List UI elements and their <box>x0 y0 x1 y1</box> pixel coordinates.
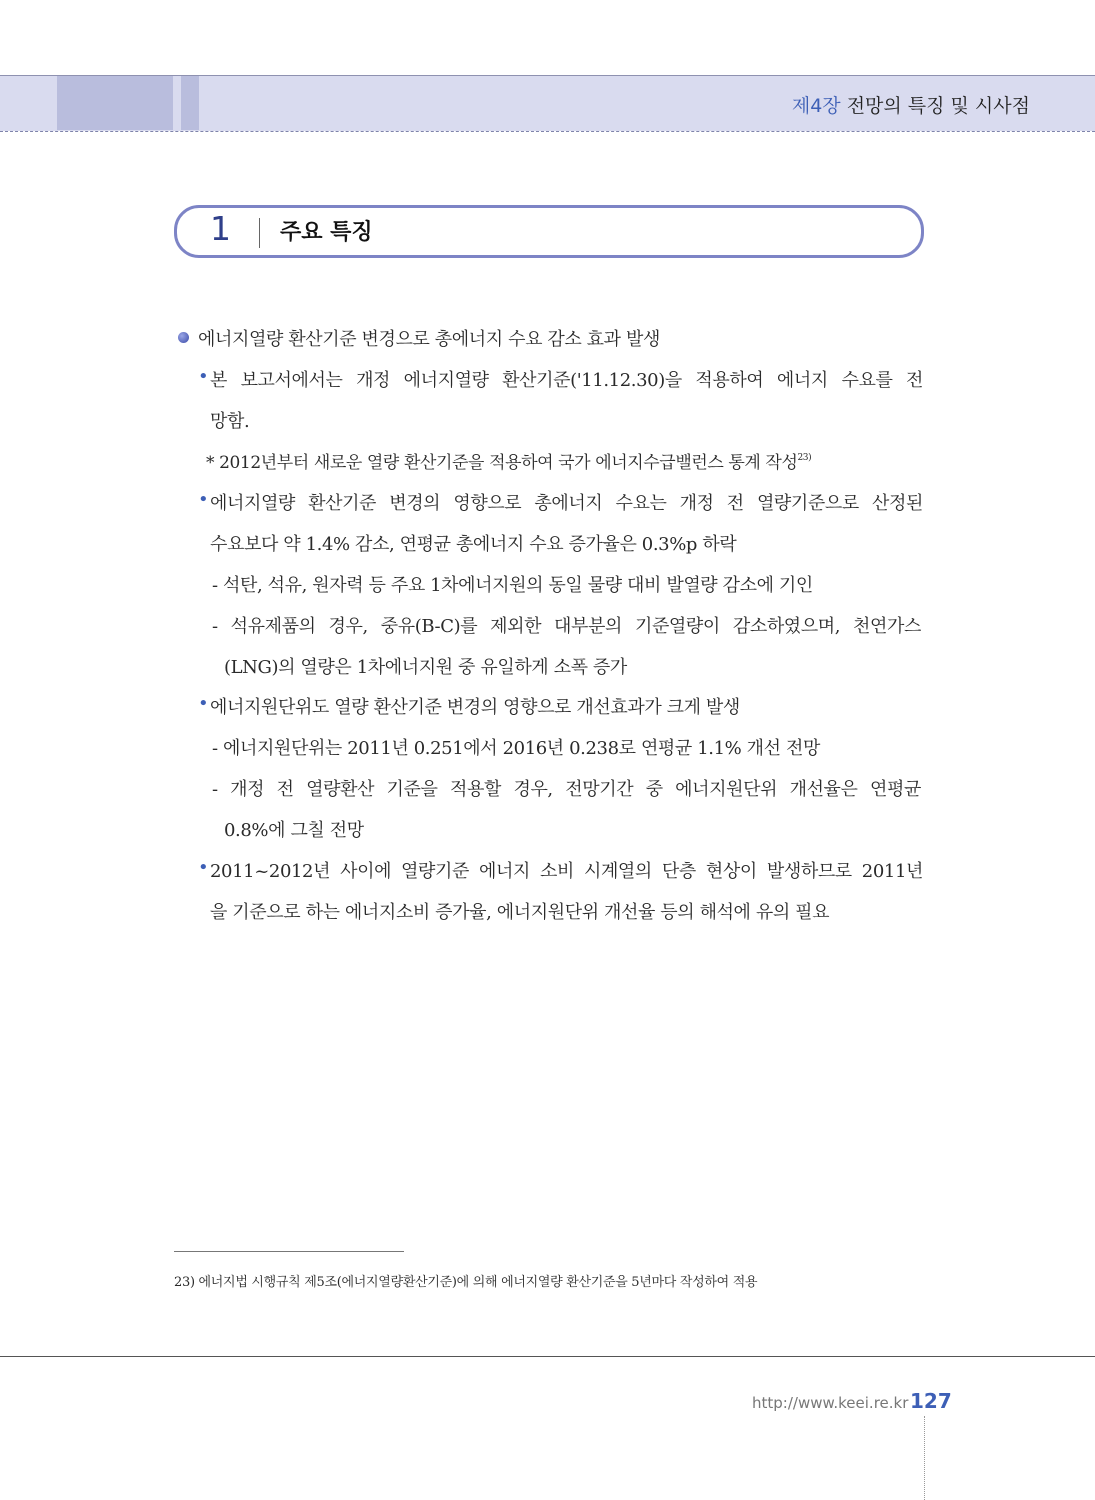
paragraph-line: 에너지원단위도 열량 환산기준 변경의 영향으로 개선효과가 크게 발생 <box>210 697 740 718</box>
dash-item: - 에너지원단위는 2011년 0.251에서 2016년 0.238로 연평균 1.1% 개선 전망 <box>212 738 820 759</box>
header-dashed-rule <box>0 131 1095 132</box>
bullet-dot-icon: • <box>198 366 209 387</box>
main-bullet-icon <box>178 332 189 343</box>
main-bullet-text: 에너지열량 환산기준 변경으로 총에너지 수요 감소 효과 발생 <box>198 329 660 350</box>
dash-item: - 석유제품의 경우, 중유(B-C)를 제외한 대부분의 기준열량이 감소하였으며, 천연가스 <box>212 616 921 637</box>
section-title: 주요 특징 <box>280 220 373 245</box>
section-divider <box>259 218 260 248</box>
header-accent-strip <box>181 76 199 130</box>
footnote-ref: 23) <box>797 453 812 463</box>
page-number: 127 <box>910 1389 952 1413</box>
note-line <box>206 448 811 473</box>
bullet-dot-icon: • <box>198 489 209 510</box>
running-header <box>792 91 1030 118</box>
dash-item: - 석탄, 석유, 원자력 등 주요 1차에너지원의 동일 물량 대비 발열량 감소에 기인 <box>212 575 813 596</box>
paragraph-line: 수요보다 약 1.4% 감소, 연평균 총에너지 수요 증가율은 0.3%p 하락 <box>210 534 737 555</box>
note-text: * 2012년부터 새로운 열량 환산기준을 적용하여 국가 에너지수급밸런스 통계 작성 <box>206 453 798 473</box>
chapter-title: 전망의 특징 및 시사점 <box>846 95 1030 117</box>
paragraph-line: 을 기준으로 하는 에너지소비 증가율, 에너지원단위 개선율 등의 해석에 유의 필요 <box>210 902 830 923</box>
footer-rule <box>0 1356 1095 1357</box>
section-number: 1 <box>210 209 231 248</box>
paragraph-line: 망함. <box>210 411 250 432</box>
dash-item: - 개정 전 열량환산 기준을 적용할 경우, 전망기간 중 에너지원단위 개선율은 연평균 <box>212 779 921 800</box>
paragraph-line: 2011~2012년 사이에 열량기준 에너지 소비 시계열의 단층 현상이 발생하므로 2011년 <box>210 861 923 882</box>
bullet-dot-icon: • <box>198 693 209 714</box>
footer-url: http://www.keei.re.kr <box>752 1394 909 1412</box>
footnote-rule <box>174 1251 404 1252</box>
paragraph-line: 본 보고서에서는 개정 에너지열량 환산기준('11.12.30)을 적용하여 에너지 수요를 전 <box>210 370 923 391</box>
footer-dotted-rule <box>924 1416 925 1500</box>
footnote-text: 23) 에너지법 시행규칙 제5조(에너지열량환산기준)에 의해 에너지열량 환산기준을 5년마다 작성하여 적용 <box>174 1275 758 1290</box>
chapter-label: 제4장 <box>791 95 841 117</box>
dash-item-cont: (LNG)의 열량은 1차에너지원 중 유일하게 소폭 증가 <box>224 657 627 678</box>
bullet-dot-icon: • <box>198 857 209 878</box>
dash-item-cont: 0.8%에 그칠 전망 <box>224 820 364 841</box>
header-accent-block <box>57 76 173 130</box>
paragraph-line: 에너지열량 환산기준 변경의 영향으로 총에너지 수요는 개정 전 열량기준으로 산정된 <box>210 493 923 514</box>
